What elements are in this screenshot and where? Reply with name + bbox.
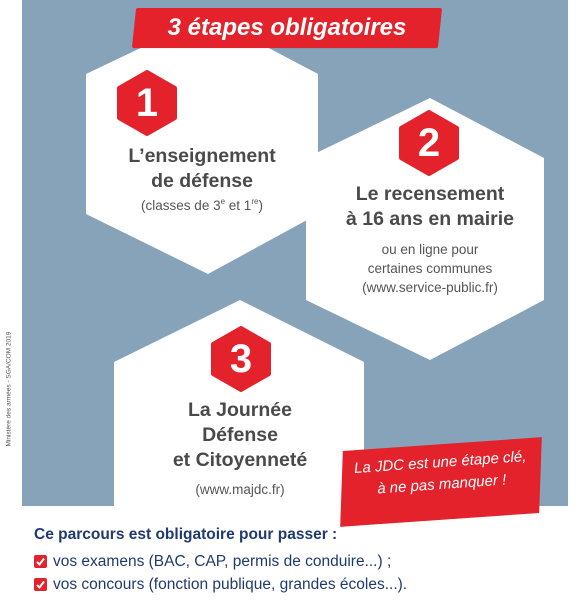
check-icon [34,555,47,568]
requirements-list [34,550,407,596]
callout-line: La JDC est une étape clé, [353,448,527,478]
step-1-note [86,196,318,215]
step-3-note [124,480,356,499]
step-3-note-line: (www.majdc.fr) [195,482,285,497]
step-2-title-line: Le recensement [355,183,505,205]
step-3-title-line: et Citoyenneté [172,449,308,471]
callout-line: à ne pas manquer ! [376,471,507,498]
step-3-number: 3 [229,337,253,381]
step-1-note-text: et 1 [225,198,252,213]
step-2-title-line: à 16 ans en mairie [345,208,515,230]
step-3-title-line: Défense [202,424,278,446]
step-2-title [318,182,542,232]
step-3-title [124,398,356,473]
step-1-note-sup: e [220,196,226,206]
step-2-note [318,240,542,297]
footer-heading: Ce parcours est obligatoire pour passer : [34,526,338,543]
step-1-note-text: ) [258,198,263,213]
list-item [34,573,407,596]
step-3-title-line: La Journée [187,399,293,421]
list-item-text: vos examens (BAC, CAP, permis de conduire...) ; [53,552,392,570]
step-2-note-line: ou en ligne pour [381,242,479,257]
check-icon [34,578,47,591]
step-2-note-line: (www.service-public.fr) [362,280,498,295]
step-2-note-line: certaines communes [367,261,493,276]
step-1-note-text: (classes de 3 [141,198,221,213]
page-title: 3 étapes obligatoires [167,14,407,41]
step-1-title-line: L’enseignement [128,145,276,167]
step-1-title-line: de défense [151,170,253,192]
list-item-text: vos concours (fonction publique, grandes écoles...). [53,575,408,593]
list-item [34,550,407,573]
step-1-number: 1 [135,81,159,125]
step-1-title [86,144,318,194]
step-1-note-sup: re [251,196,259,206]
side-credit: Ministère des armées - SGA/COM 2019 [5,331,13,447]
step-2-number: 2 [417,121,441,165]
